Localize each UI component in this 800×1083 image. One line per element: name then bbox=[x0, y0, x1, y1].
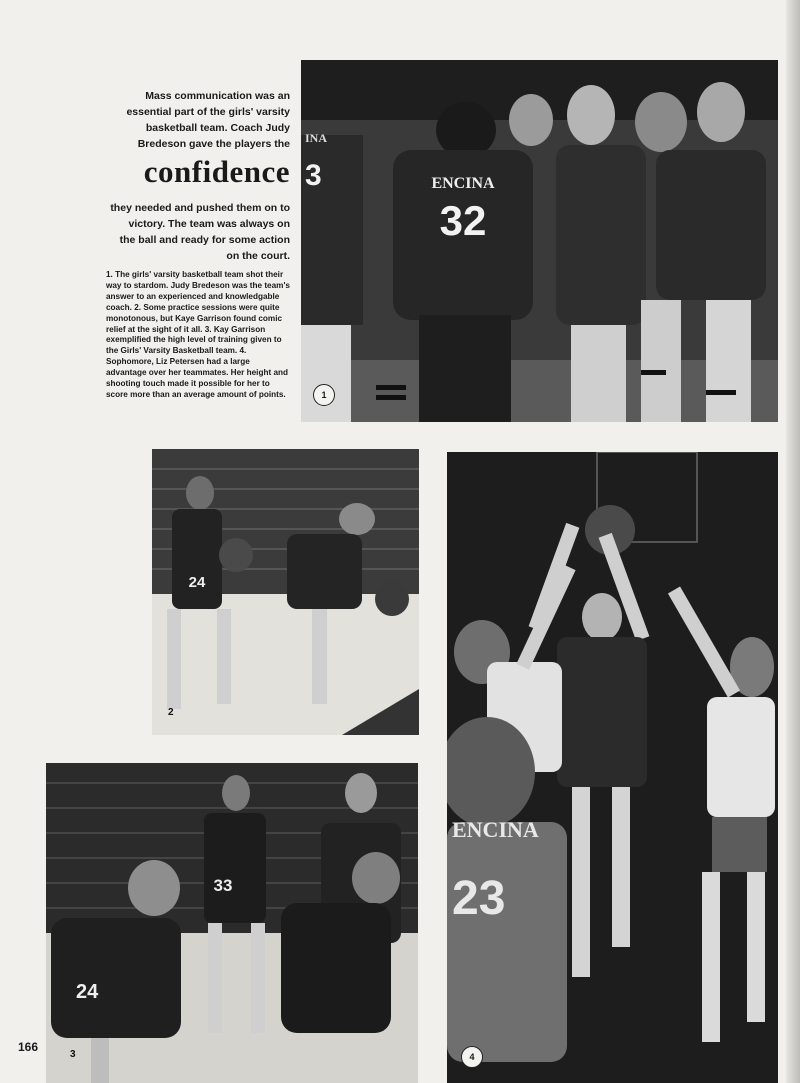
photo-captions: 1. The girls' varsity basketball team shot their way to stardom. Judy Bredeson was the team's answer to an experienced and knowledgable coach. 2. Some practice sessions were quite monotonous, but Kaye Garrison found comic relief at the sight of it all. 3. Kay Garrison exemplified the high level of training given to the Girls' Varsity Basketball team. 4. Sophomore, Liz Petersen had a large advantage over her teammates. Her height and shooting touch made it possible for her to score more than an average amount of points. bbox=[106, 270, 290, 399]
photo-number: 2 bbox=[168, 707, 174, 718]
jersey-text: ENCINA bbox=[431, 175, 495, 192]
photo-number-badge: 4 bbox=[461, 1046, 483, 1068]
jersey-number: 33 bbox=[213, 876, 233, 895]
side-text: INA bbox=[305, 131, 328, 145]
side-number: 3 bbox=[305, 159, 322, 192]
page-edge-shadow bbox=[786, 0, 800, 1083]
jersey-number: 23 bbox=[452, 872, 506, 925]
page-number: 166 bbox=[18, 1040, 39, 1054]
jersey-number: 24 bbox=[188, 574, 206, 591]
photo-practice-dribbling bbox=[152, 449, 419, 735]
front-number: 24 bbox=[76, 981, 99, 1003]
photo-team-huddle bbox=[301, 60, 778, 422]
photo-game-shot bbox=[447, 452, 778, 1083]
intro-continued: they needed and pushed them on to victory. The team was always on the ball and ready for some action on the court. bbox=[110, 202, 290, 262]
intro-text: Mass communication was an essential part of the girls' varsity basketball team. Coach Judy Bredeson gave the players the bbox=[126, 90, 290, 150]
photo-number: 3 bbox=[70, 1049, 76, 1060]
feature-word: confidence bbox=[143, 154, 290, 189]
photo-number-badge: 1 bbox=[313, 384, 335, 406]
jersey-number: 32 bbox=[439, 197, 487, 244]
jersey-text: ENCINA bbox=[452, 817, 539, 842]
photo-training-drill bbox=[46, 763, 418, 1083]
